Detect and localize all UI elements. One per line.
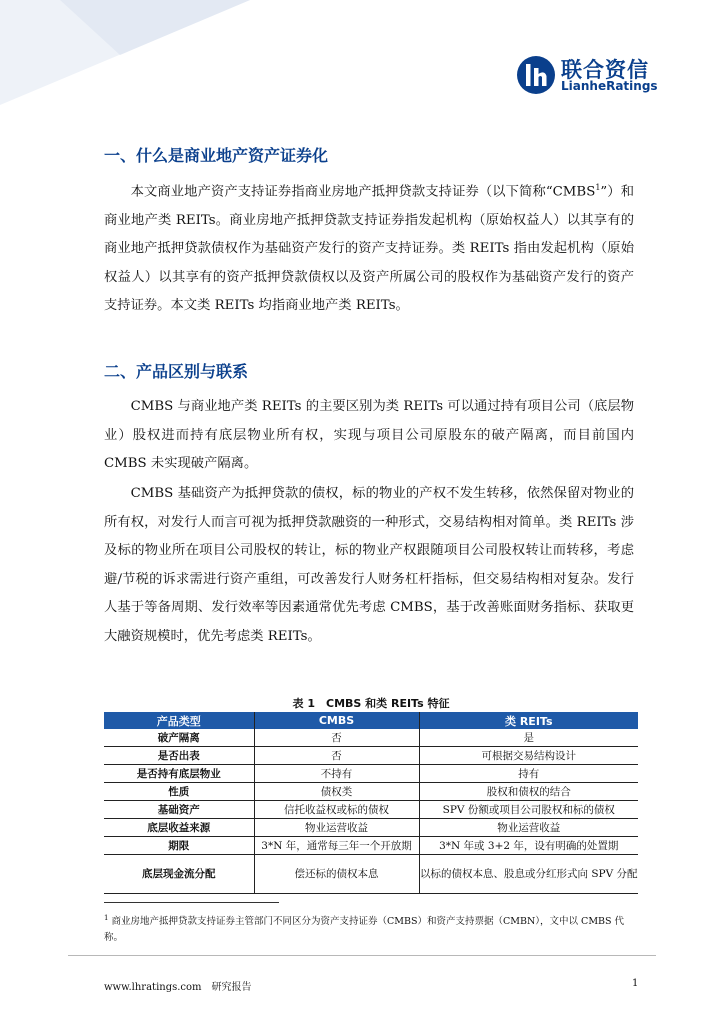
footnote-number: 1	[104, 914, 109, 922]
row-label: 性质	[104, 783, 254, 801]
table-row	[104, 765, 638, 783]
cmbs-cell: 不持有	[254, 765, 419, 783]
cmbs-cell: 否	[254, 729, 419, 747]
row-label: 是否出表	[104, 747, 254, 765]
reits-cell: SPV 份额或项目公司股权和标的债权	[419, 801, 638, 819]
cmbs-cell: 偿还标的债权本息	[254, 855, 419, 894]
footnote-text: 商业房地产抵押贷款支持证券主管部门不同区分为资产支持证券（CMBS）和资产支持票据（CMBN），文中以 CMBS 代称。	[104, 916, 625, 944]
footnote-ref: 1	[595, 183, 601, 192]
reits-cell: 3*N 年或 3+2 年，设有明确的处置期	[419, 837, 638, 855]
reits-cell: 可根据交易结构设计	[419, 747, 638, 765]
logo-english-text: LianheRatings	[561, 79, 658, 93]
row-label: 基础资产	[104, 801, 254, 819]
cmbs-cell: 物业运营收益	[254, 819, 419, 837]
table-header-cell: 类 REITs	[419, 712, 638, 729]
corner-watermark	[0, 0, 260, 110]
section-1-heading: 一、什么是商业地产资产证券化	[104, 146, 329, 165]
reits-cell: 持有	[419, 765, 638, 783]
row-label: 底层现金流分配	[104, 855, 254, 894]
section-1-paragraph: 本文商业地产资产支持证券指商业房地产抵押贷款支持证券（以下简称“CMBS$^1$”）和商业地产类 REITs。商业房地产抵押贷款支持证券指发起机构（原始权益人）以其享有的商业地产抵押贷款债权作为基础资产发行的资产支持证券。类 REITs 指由发起机构（原始权益人）以其享有的资产抵押贷款债权以及资产所属公司的股权作为基础资产发行的资产支持证券。本文类 REITs 均指商业地产类 REITs。	[104, 183, 634, 314]
row-label: 破产隔离	[104, 729, 254, 747]
features-table	[104, 712, 638, 894]
row-label: 底层收益来源	[104, 819, 254, 837]
reits-cell: 物业运营收益	[419, 819, 638, 837]
footnote	[104, 910, 639, 946]
section-2-paragraph-1: CMBS 与商业地产类 REITs 的主要区别为类 REITs 可以通过持有项目公司（底层物业）股权进而持有底层物业所有权，实现与项目公司原股东的破产隔离，而目前国内 CMBS 未实现破产隔离。	[104, 399, 634, 471]
table-caption: 表 1 CMBS 和类 REITs 特征	[292, 697, 450, 710]
row-label: 是否持有底层物业	[104, 765, 254, 783]
cmbs-cell: 3*N 年，通常每三年一个开放期	[254, 837, 419, 855]
table-header-cell: CMBS	[254, 712, 419, 729]
section-2-heading: 二、产品区别与联系	[104, 362, 249, 381]
table-row	[104, 837, 638, 855]
cmbs-cell: 信托收益权或标的债权	[254, 801, 419, 819]
table-row	[104, 729, 638, 747]
table-row	[104, 855, 638, 894]
table-row	[104, 819, 638, 837]
page-number: 1	[632, 978, 639, 989]
table-header-cell: 产品类型	[104, 712, 254, 729]
section-2-paragraph-2: CMBS 基础资产为抵押贷款的债权，标的物业的产权不发生转移，依然保留对物业的所有权，对发行人而言可视为抵押贷款融资的一种形式，交易结构相对简单。类 REITs 涉及标的物业所在项目公司股权的转让，标的物业产权跟随项目公司股权转让而转移，考虑避/节税的诉求需进行资产重组，可改善发行人财务杠杆指标，但交易结构相对复杂。发行人基于等备周期、发行效率等因素通常优先考虑 CMBS，基于改善账面财务指标、获取更大融资规模时，优先考虑类 REITs。	[104, 486, 634, 644]
lianhe-logo-icon	[516, 55, 556, 95]
footer-divider	[68, 955, 656, 956]
logo-chinese-text: 联合资信	[561, 58, 649, 82]
table-header-row	[104, 712, 638, 729]
footnote-divider	[104, 902, 279, 903]
reits-cell: 股权和债权的结合	[419, 783, 638, 801]
table-row	[104, 801, 638, 819]
reits-cell: 以标的债权本息、股息或分红形式向 SPV 分配	[419, 855, 638, 894]
table-row	[104, 747, 638, 765]
row-label: 期限	[104, 837, 254, 855]
reits-cell: 是	[419, 729, 638, 747]
footer-site-label: www.lhratings.com 研究报告	[104, 982, 252, 993]
cmbs-cell: 债权类	[254, 783, 419, 801]
cmbs-cell: 否	[254, 747, 419, 765]
table-row	[104, 783, 638, 801]
